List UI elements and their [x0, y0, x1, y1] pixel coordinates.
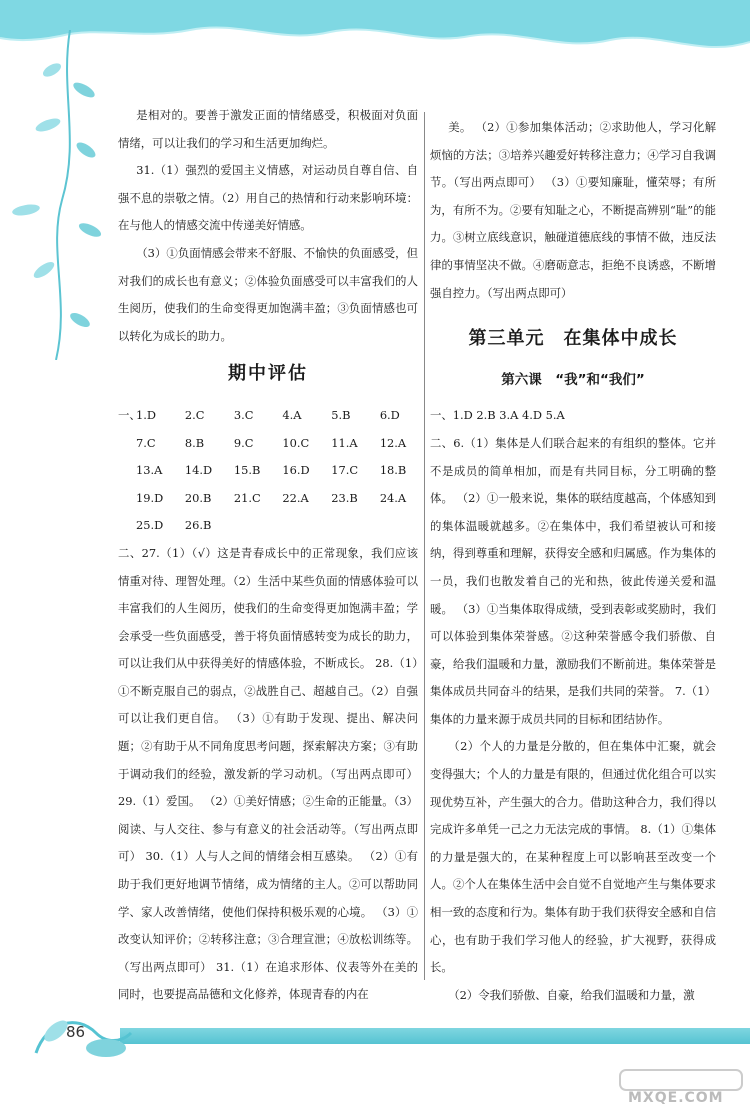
watermark-text: MXQE.COM: [628, 1090, 724, 1106]
mc-answer: 20.B: [184, 490, 212, 505]
mc-answer: 7.C: [136, 435, 156, 450]
mc-answer: 3.C: [233, 407, 254, 422]
mc-answer: 11.A: [331, 435, 358, 450]
right-column: [430, 114, 716, 1009]
mc-answer: 24.A: [379, 490, 407, 505]
answer-paragraph: 美。 （2）①参加集体活动；②求助他人，学习化解烦恼的方法；③培养兴趣爱好转移注意力；④学习自我调节。（写出两点即可） （3）①要知廉耻，懂荣辱；有所为，有所不为。②要有知耻之心，不断提高辨别“耻”的能力。③树立底线意识，触碰道德底线的事情不做，违反法律的事情坚决不做。④磨砺意志，拒绝不良诱惑，不断增强自控力。（写出两点即可）: [430, 120, 716, 300]
mc-answer-line: 一、1.D 2.B 3.A 4.D 5.A: [430, 408, 565, 423]
mc-answer: 15.B: [233, 463, 261, 478]
multiple-choice-answers: [118, 402, 418, 540]
footer-bar: [120, 1028, 750, 1044]
page-number: 86: [66, 1023, 86, 1041]
unit-title: 第三单元 在集体中成长: [468, 328, 678, 350]
mc-answer: 1.D: [136, 407, 157, 422]
mc-answer: 16.D: [282, 463, 310, 478]
answer-paragraph: 31.（1）强烈的爱国主义情感，对运动员自尊自信、自强不息的崇敬之情。（2）用自己的热情和行动来影响环境：在与他人的情感交流中传递美好情感。: [118, 163, 418, 233]
mc-answer-grid: [136, 402, 418, 540]
mc-answer: 21.C: [233, 490, 261, 505]
answer-paragraph: 是相对的。要善于激发正面的情绪感受，积极面对负面情绪，可以让我们的学习和生活更加绚烂。: [118, 108, 418, 150]
answer-paragraph: 二、27.（1）（√）这是青春成长中的正常现象，我们应该情重对待、理智处理。（2）生活中某些负面的情感体验可以丰富我们的人生阅历，使我们的生命变得更加饱满丰盈；学会承受一些负面感受，善于将负面情感转变为成长的助力，可以让我们从中获得美好的情感体验，不断成长。 28.（1）①不断克服自己的弱点，②战胜自己、超越自己。（2）自强可以让我们更自信。 （3）①有助于发现、提出、解决问题；②有助于从不同角度思考问题，探索解决方案；③有助于调动我们的经验，激发新的学习动机。（写出两点即可） 29.（1）爱国。 （2）①美好情感；②生命的正能量。（3）阅读、与人交往、参与有意义的社会活动等。（写出两点即可） 30.（1）人与人之间的情绪会相互感染。 （2）①有助于我们更好地调节情绪，成为情绪的主人。②可以帮助同学、家人改善情绪，使他们保持积极乐观的心境。 （3）①改变认知评价；②转移注意；③合理宣泄；④放松训练等。（写出两点即可） 31.（1）在追求形体、仪表等外在美的同时，也要提高品德和文化修养，体现青春的内在: [118, 545, 418, 1002]
lesson-title: 第六课 “我”和“我们”: [501, 371, 645, 388]
mc-answer: 26.B: [184, 518, 212, 533]
mc-answer: 12.A: [379, 435, 407, 450]
mc-answer: 2.C: [184, 407, 205, 422]
mc-answer: 6.D: [379, 407, 400, 422]
answer-paragraph: （3）①负面情感会带来不舒服、不愉快的负面感受，但对我们的成长也有意义；②体验负面感受可以丰富我们的人生阅历，使我们的生命变得更加饱满丰盈；③负面情感也可以转化为成长的助力。: [118, 245, 418, 343]
answer-paragraph: （2）令我们骄傲、自豪，给我们温暖和力量，激: [448, 987, 695, 1002]
mc-answer: 23.B: [331, 490, 358, 505]
mc-answer: 9.C: [233, 435, 254, 450]
mc-answer: 10.C: [282, 435, 310, 450]
mc-answer: 13.A: [136, 463, 163, 478]
answer-paragraph: 二、6.（1）集体是人们联合起来的有组织的整体。它并不是成员的简单相加，而是有共同目标，分工明确的整体。 （2）①一般来说，集体的联结度越高，个体感知到的集体温暖就越多。②在集体中，我们希望被认可和接纳，得到尊重和理解，获得安全感和归属感。作为集体的一员，我们也散发着自己的光和热，彼此传递关爱和温暖。 （3）①当集体取得成绩，受到表彰或奖励时，我们可以体验到集体荣誉感。②这种荣誉感令我们骄傲、自豪，给我们温暖和力量，激励我们不断前进。集体荣誉是集体成员共同奋斗的结果，是我们共同的荣誉。 7.（1）集体的力量来源于成员共同的目标和团结协作。: [430, 435, 716, 726]
left-column: [118, 102, 418, 1009]
column-divider: [424, 112, 425, 980]
answer-paragraph: （2）个人的力量是分散的，但在集体中汇聚，就会变得强大；个人的力量是有限的，但通过优化组合可以实现优势互补，产生强大的合力。借助这种合力，我们得以完成许多单凭一己之力无法完成的事情。 8.（1）①集体的力量是强大的，在某种程度上可以影响甚至改变一个人。②个人在集体生活中会自觉不自觉地产生与集体要求相一致的态度和行为。集体有助于我们获得安全感和自信心，也有助于我们学习他人的经验，扩大视野，获得成长。: [430, 739, 716, 975]
mc-answer: 4.A: [282, 407, 302, 422]
mc-answer: 17.C: [331, 463, 359, 478]
mc-prefix: 一、: [118, 407, 141, 422]
mc-answer: 8.B: [184, 435, 205, 450]
mc-answer: 5.B: [331, 407, 351, 422]
mc-answer: 25.D: [136, 518, 164, 533]
mc-answer: 19.D: [136, 490, 164, 505]
vine-decoration: [0, 30, 120, 360]
section-title: 期中评估: [228, 363, 308, 385]
mc-answer: 22.A: [282, 490, 309, 505]
mc-answer: 18.B: [379, 463, 407, 478]
mc-answer: 14.D: [184, 463, 213, 478]
